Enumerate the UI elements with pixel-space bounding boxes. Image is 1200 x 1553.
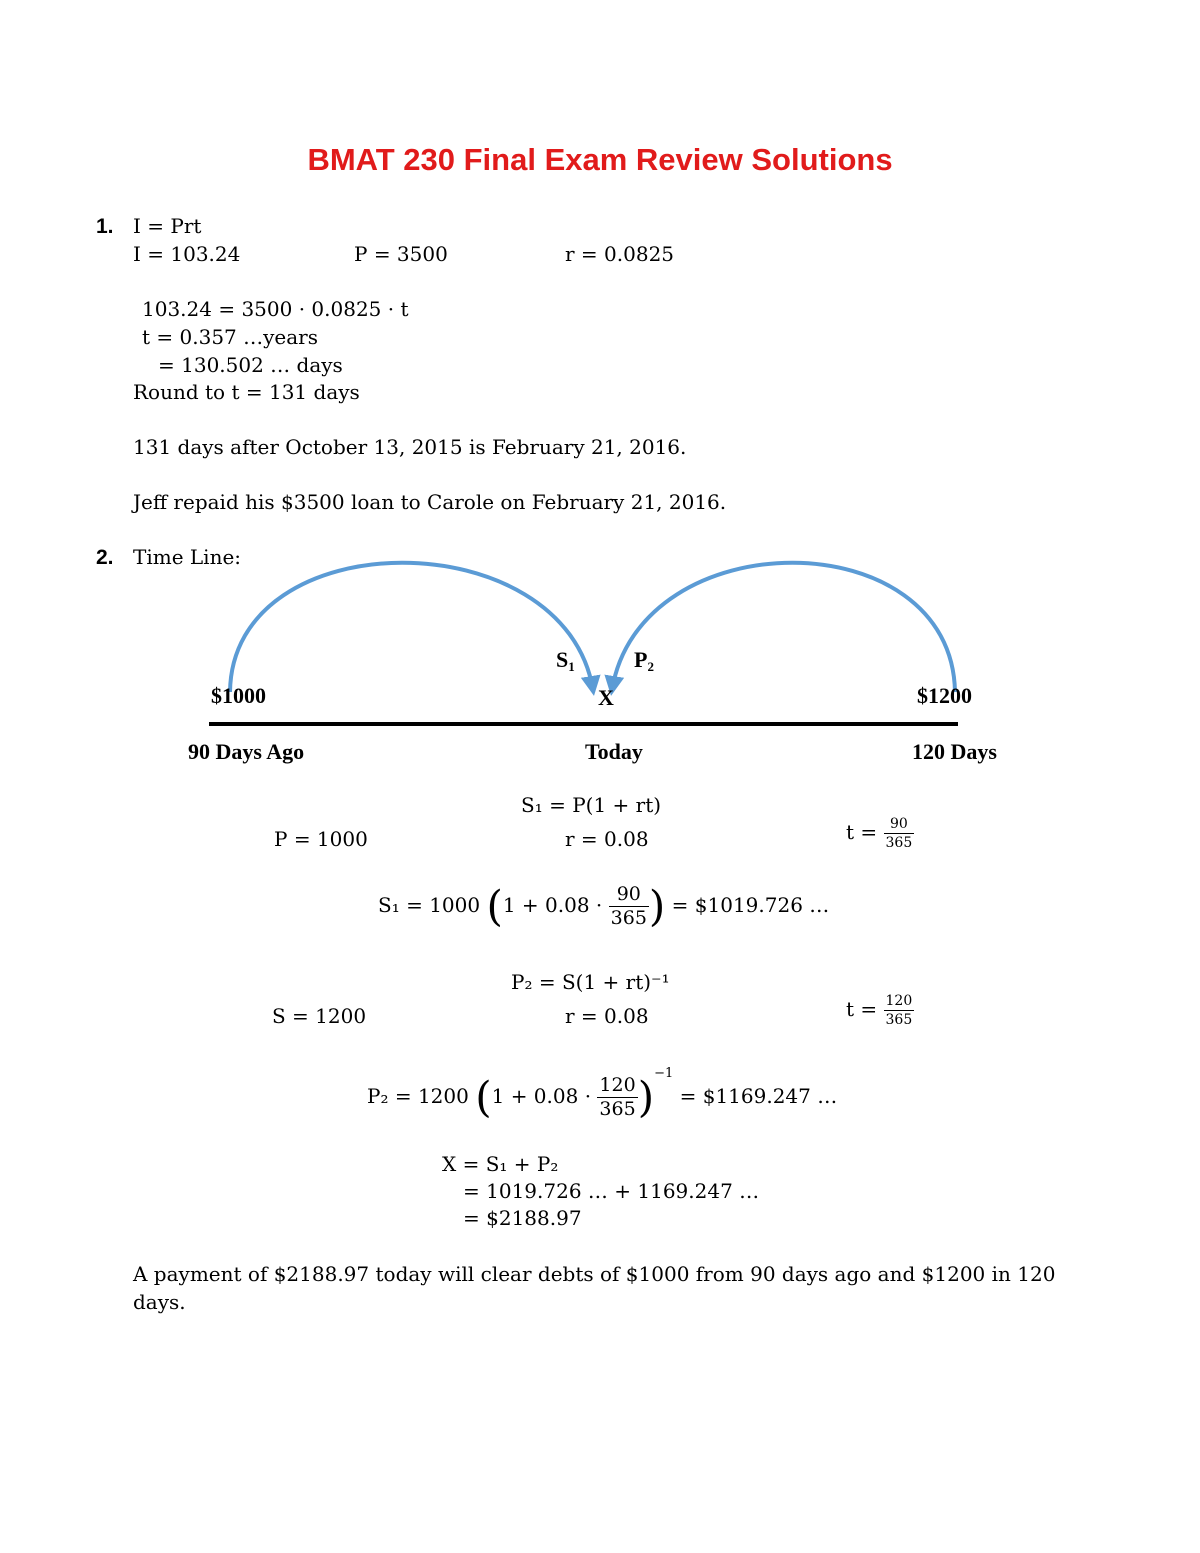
p2-formula: P₂ = S(1 + rt)⁻¹	[511, 970, 670, 994]
x-line-1: X = S₁ + P₂	[442, 1152, 559, 1176]
s1-formula: S₁ = P(1 + rt)	[521, 793, 662, 817]
timeline-left-amount: $1000	[211, 683, 266, 708]
timeline-right-amount: $1200	[917, 683, 972, 708]
p2-calc-fraction: $\frac{120}{365}$	[599, 1074, 636, 1120]
timeline-right-time: 120 Days	[912, 739, 997, 764]
p2-t-fraction: $\frac{120}{365}$	[885, 993, 913, 1028]
timeline-heading: Time Line:	[133, 545, 242, 569]
s1-calc-fraction: $\frac{90}{365}$	[610, 883, 647, 929]
arrow-label-s1: $S_1$	[556, 647, 575, 674]
x-line-2: = 1019.726 … + 1169.247 …	[463, 1179, 760, 1203]
s1-calculation: S₁ = 1000 (1 + 0.08 · $\frac{90}{365}$ ) = $1019.726 …	[378, 881, 830, 931]
q1-answer: Jeff repaid his $3500 loan to Carole on February 21, 2016.	[133, 490, 727, 514]
page-title: BMAT 230 Final Exam Review Solutions	[307, 142, 893, 177]
q1-step-4-equation: t = 131 days	[231, 380, 360, 404]
s1-given-r: r = 0.08	[565, 827, 649, 851]
timeline-center-time: Today	[585, 739, 643, 764]
arrow-right-to-today	[612, 563, 955, 692]
q1-date-sentence: 131 days after October 13, 2015 is February 21, 2016.	[133, 435, 687, 459]
timeline-left-time: 90 Days Ago	[188, 739, 305, 764]
p2-given-t: t = $\frac{120}{365}$	[846, 993, 913, 1028]
s1-given-t: t = $\frac{90}{365}$	[846, 816, 913, 851]
arrow-left-to-today	[230, 563, 593, 692]
p2-given-s: S = 1200	[272, 1004, 367, 1028]
question-1-number: 1.	[96, 215, 114, 238]
arrow-label-p2: $P_2$	[634, 647, 654, 674]
q1-step-4-prefix: Round to	[133, 380, 226, 404]
s1-t-fraction: $\frac{90}{365}$	[885, 816, 913, 851]
x-line-3: = $2188.97	[463, 1206, 582, 1230]
question-2-number: 2.	[96, 546, 114, 569]
q1-step-3: = 130.502 … days	[158, 353, 343, 377]
p2-given-r: r = 0.08	[565, 1004, 649, 1028]
q1-given-r: r = 0.0825	[565, 242, 675, 266]
q1-step-1: 103.24 = 3500 · 0.0825 · t	[142, 297, 409, 321]
p2-calculation: P₂ = 1200 (1 + 0.08 · $\frac{120}{365}$ )$^{-1}$ = $1169.247 …	[367, 1066, 838, 1122]
q1-formula: I = Prt	[133, 214, 202, 238]
conclusion-line-2: days.	[133, 1290, 186, 1314]
q1-given-p: P = 3500	[354, 242, 448, 266]
s1-given-p: P = 1000	[274, 827, 368, 851]
q1-step-2: t = 0.357 …years	[142, 325, 319, 349]
conclusion-line-1: A payment of $2188.97 today will clear debts of $1000 from 90 days ago and $1200 in 120	[133, 1262, 1056, 1286]
q1-given-i: I = 103.24	[133, 242, 241, 266]
timeline-center-label: X	[598, 685, 614, 710]
